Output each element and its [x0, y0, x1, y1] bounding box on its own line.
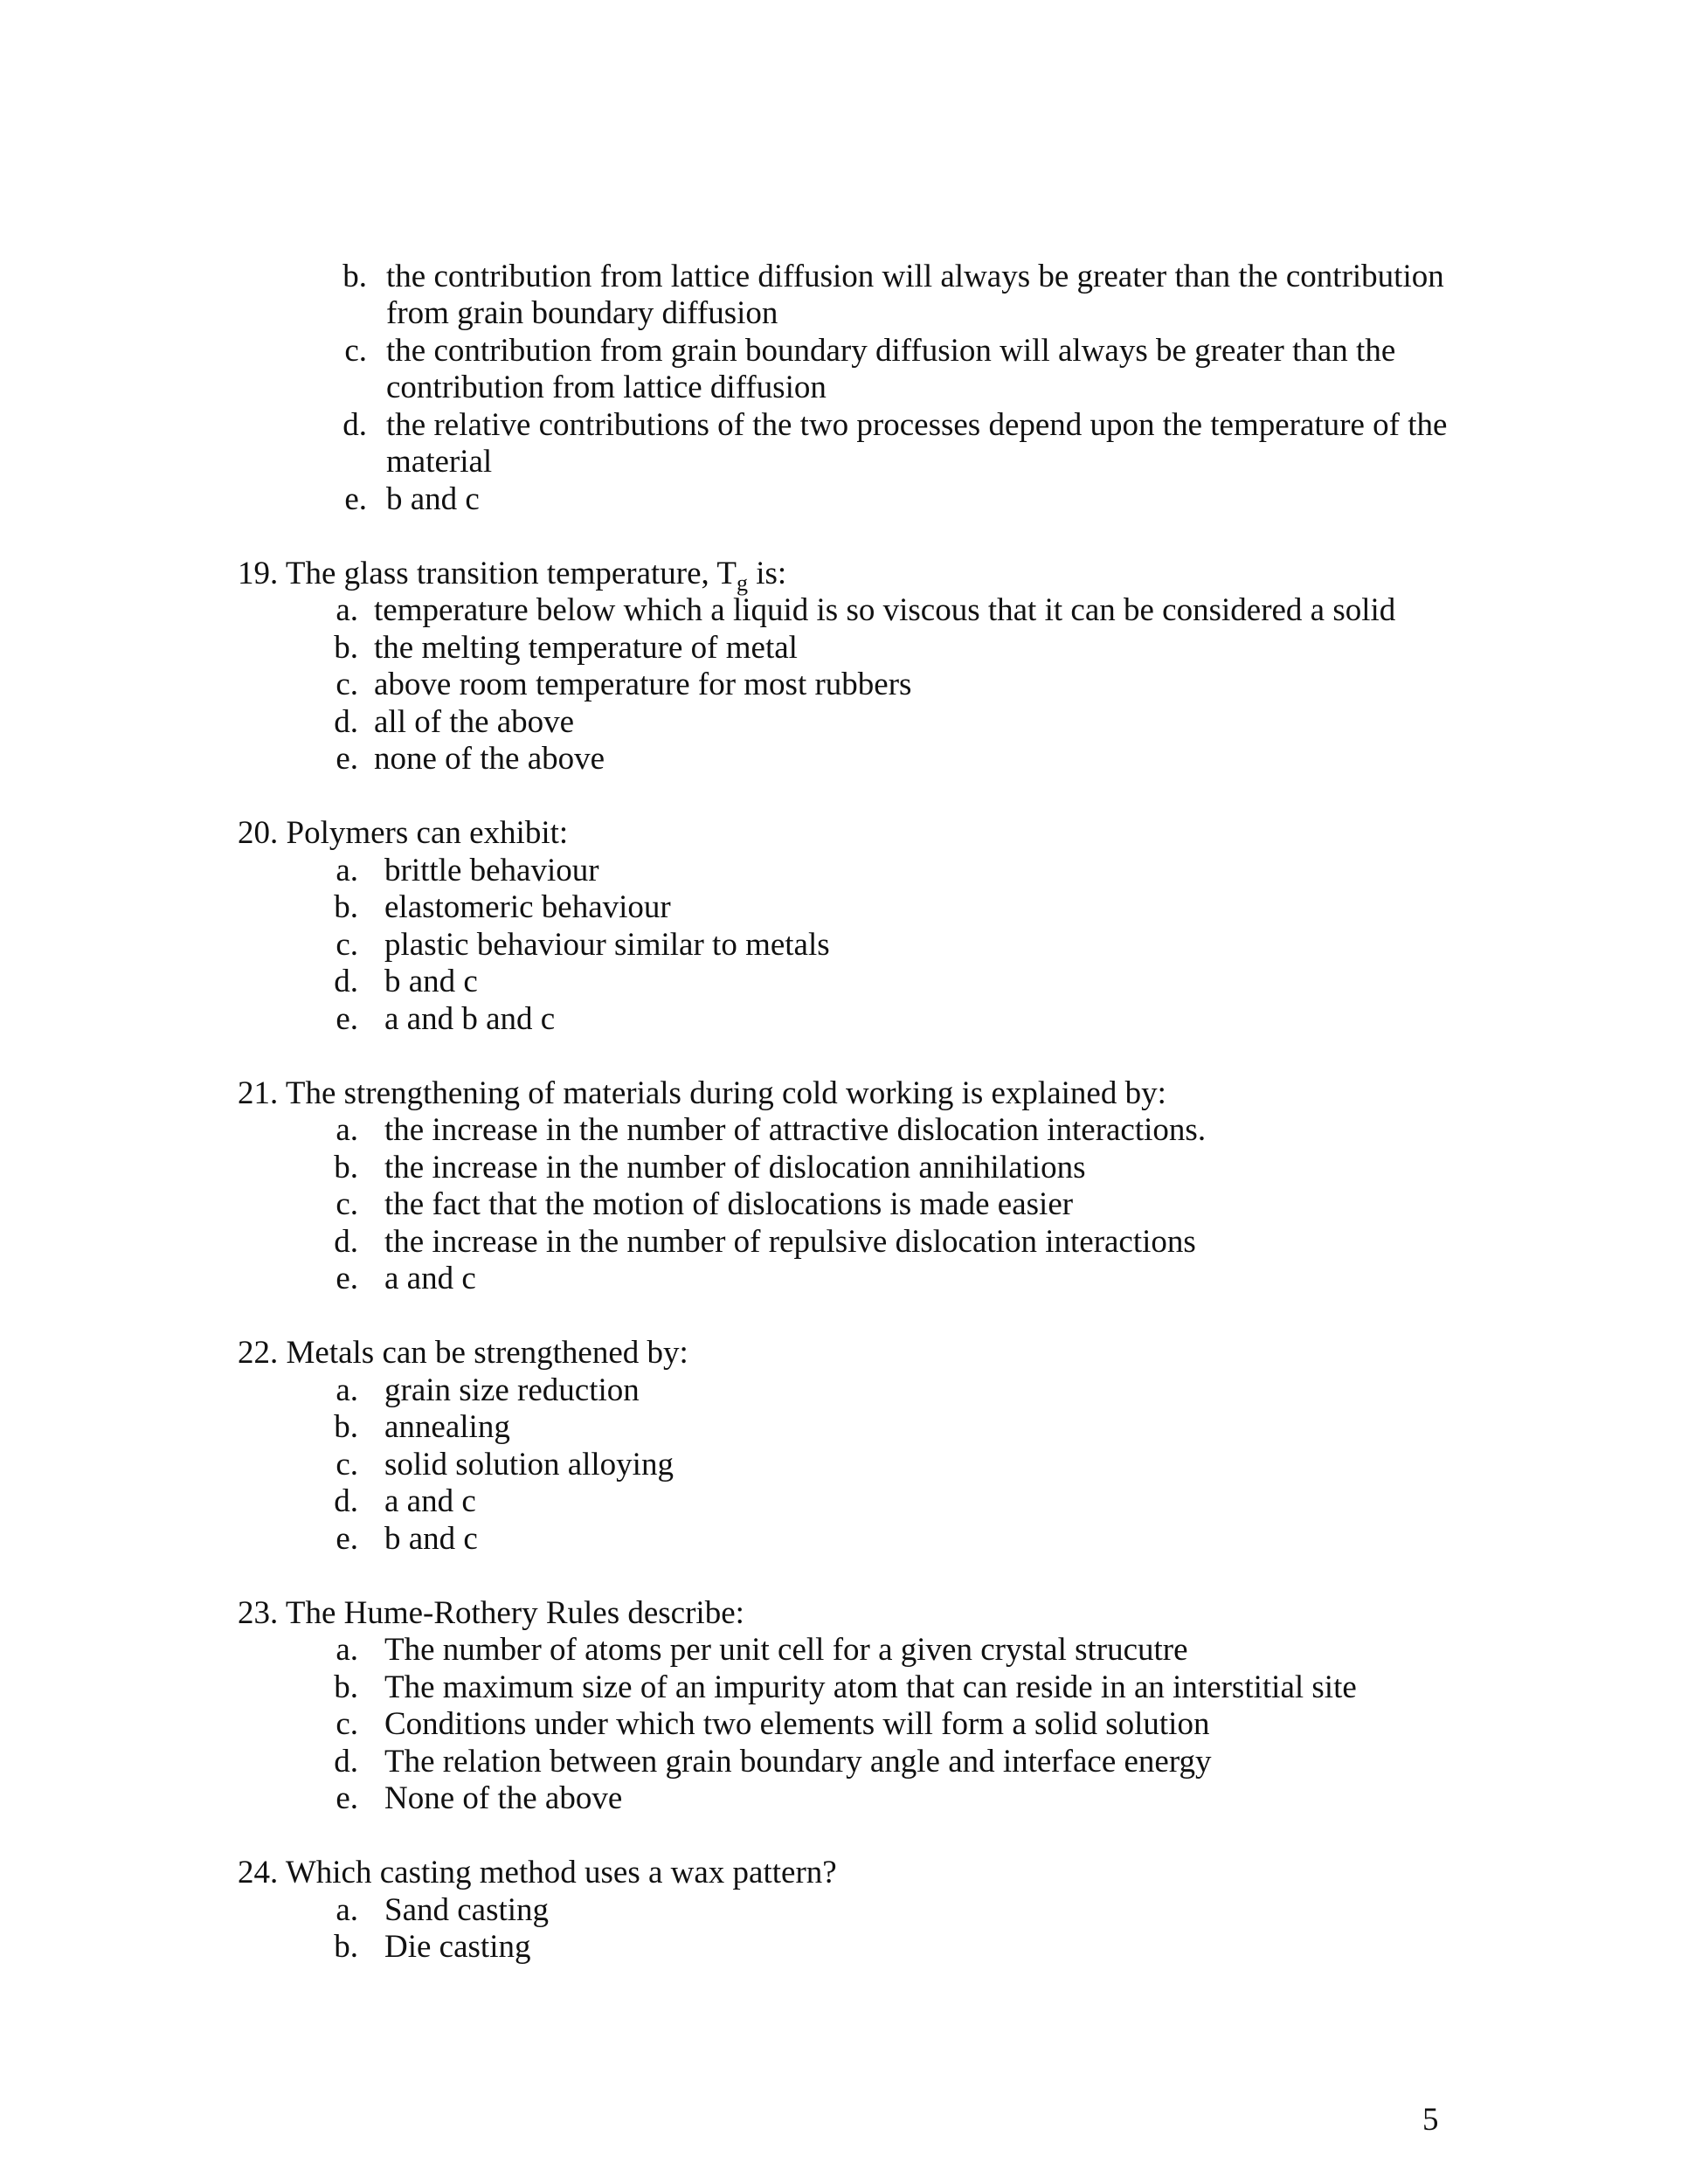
option-letter: e.: [336, 1261, 358, 1296]
option-text: solid solution alloying: [384, 1447, 674, 1482]
option-letter: e.: [336, 1001, 358, 1037]
question-text: [285, 556, 787, 596]
option-text: the increase in the number of attractive dislocation interactions.: [384, 1112, 1207, 1148]
option-letter: d.: [334, 704, 358, 740]
option-text: the increase in the number of repulsive dislocation interactions: [384, 1224, 1196, 1260]
question-text: The strengthening of materials during cold working is explained by:: [285, 1075, 1166, 1111]
option-text: b and c: [384, 1521, 478, 1557]
stem-subscript: g: [736, 570, 748, 596]
question-text: The Hume-Rothery Rules describe:: [285, 1595, 744, 1631]
option-letter: b.: [334, 1150, 358, 1185]
page-number: 5: [1422, 2102, 1439, 2138]
option-text: the relative contributions of the two processes depend upon the temperature of the: [386, 407, 1448, 443]
option-letter: c.: [336, 927, 358, 963]
option-text: a and b and c: [384, 1001, 556, 1037]
question-stem: [238, 1075, 1166, 1112]
option-letter: d.: [334, 1224, 358, 1260]
option-text: all of the above: [374, 704, 575, 740]
option-text: from grain boundary diffusion: [386, 295, 778, 331]
question-number: 19.: [238, 556, 279, 591]
option-text: the melting temperature of metal: [374, 630, 798, 666]
option-text: contribution from lattice diffusion: [386, 370, 827, 405]
option-text: The maximum size of an impurity atom that can reside in an interstitial site: [384, 1669, 1357, 1705]
option-letter: b.: [334, 1669, 358, 1705]
option-text: grain size reduction: [384, 1372, 640, 1408]
option-text: Conditions under which two elements will form a solid solution: [384, 1706, 1210, 1742]
option-letter: e.: [336, 741, 358, 777]
option-text: the contribution from lattice diffusion will always be greater than the contribution: [386, 259, 1444, 294]
question-text: Which casting method uses a wax pattern?: [285, 1855, 837, 1890]
option-text: None of the above: [384, 1780, 623, 1816]
question-text: Metals can be strengthened by:: [286, 1335, 688, 1371]
question-number: 24.: [238, 1855, 279, 1890]
question-number: 20.: [238, 815, 279, 851]
option-letter: c.: [336, 1186, 358, 1222]
option-text: b and c: [384, 964, 478, 999]
question-stem: [238, 815, 568, 852]
question-stem: [238, 1595, 744, 1632]
question-text: Polymers can exhibit:: [286, 815, 569, 851]
option-letter: b.: [342, 259, 367, 294]
option-letter: d.: [334, 1483, 358, 1519]
option-text: b and c: [386, 481, 480, 517]
option-text: The relation between grain boundary angle and interface energy: [384, 1744, 1212, 1780]
option-letter: a.: [336, 1632, 358, 1668]
option-letter: d.: [334, 1744, 358, 1780]
option-letter: b.: [334, 889, 358, 925]
option-letter: d.: [342, 407, 367, 443]
option-text: material: [386, 444, 493, 480]
option-letter: a.: [336, 1112, 358, 1148]
option-letter: c.: [336, 1447, 358, 1482]
question-number: 21.: [238, 1075, 279, 1111]
option-letter: b.: [334, 630, 358, 666]
option-letter: e.: [344, 481, 367, 517]
option-letter: a.: [336, 1372, 358, 1408]
option-letter: b.: [334, 1929, 358, 1965]
option-text: a and c: [384, 1483, 476, 1519]
question-number: 23.: [238, 1595, 279, 1631]
option-text: the increase in the number of dislocation annihilations: [384, 1150, 1086, 1185]
option-letter: b.: [334, 1409, 358, 1445]
option-letter: a.: [336, 1892, 358, 1928]
option-letter: a.: [336, 853, 358, 888]
option-text: none of the above: [374, 741, 605, 777]
option-text: temperature below which a liquid is so viscous that it can be considered a solid: [374, 592, 1396, 628]
question-stem: [238, 1855, 837, 1891]
option-text: the fact that the motion of dislocations is made easier: [384, 1186, 1074, 1222]
option-text: a and c: [384, 1261, 476, 1296]
option-text: brittle behaviour: [384, 853, 599, 888]
option-letter: d.: [334, 964, 358, 999]
option-text: annealing: [384, 1409, 510, 1445]
question-stem: [238, 556, 787, 596]
option-text: above room temperature for most rubbers: [374, 667, 912, 702]
option-letter: c.: [336, 1706, 358, 1742]
option-letter: c.: [336, 667, 358, 702]
option-letter: e.: [336, 1780, 358, 1816]
option-text: the contribution from grain boundary diffusion will always be greater than the: [386, 333, 1396, 369]
option-letter: a.: [336, 592, 358, 628]
option-letter: e.: [336, 1521, 358, 1557]
option-text: Sand casting: [384, 1892, 550, 1928]
option-text: elastomeric behaviour: [384, 889, 671, 925]
option-text: The number of atoms per unit cell for a given crystal strucutre: [384, 1632, 1188, 1668]
option-text: Die casting: [384, 1929, 531, 1965]
question-number: 22.: [238, 1335, 279, 1371]
question-stem: [238, 1335, 688, 1372]
stem-after: is:: [747, 556, 787, 591]
option-text: plastic behaviour similar to metals: [384, 927, 830, 963]
stem-before: The glass transition temperature, T: [285, 556, 737, 591]
option-letter: c.: [344, 333, 367, 369]
